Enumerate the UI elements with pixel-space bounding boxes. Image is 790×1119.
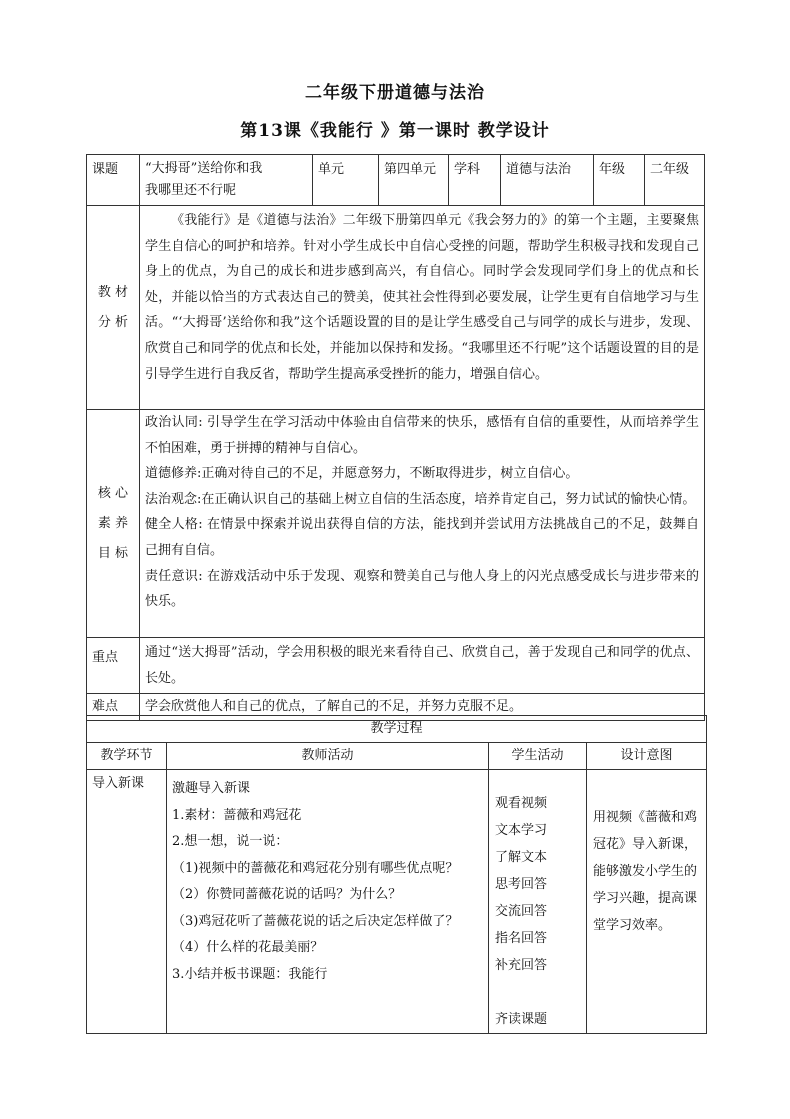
analysis-row (87, 206, 705, 410)
teacher-item: 激趣导入新课 (172, 781, 251, 796)
process-header-row (87, 716, 707, 743)
document-title: 二年级下册道德与法治 (305, 83, 485, 103)
student-item: 思考回答 (495, 877, 548, 892)
analysis-text-cell (140, 206, 705, 410)
student-item: 交流回答 (495, 904, 548, 919)
teacher-activity (167, 770, 489, 1034)
core-label-2: 素 养 (97, 515, 129, 531)
teacher-item: 3.小结并板书课题：我能行 (172, 966, 328, 982)
teacher-item: （3)鸡冠花听了蔷薇花说的话之后决定怎样做了？ (172, 913, 459, 929)
student-item: 观看视频 (495, 796, 548, 811)
core-item-political: 政治认同: 引导学生在学习活动中体验由自信带来的快乐，感悟有自信的重要性，从而培养学生不怕困难，勇于拼搏的精神与自信心。 (145, 415, 699, 456)
analysis-label-2: 分 析 (97, 314, 129, 330)
student-item: 补充回答 (495, 958, 548, 973)
unit-label: 单元 (313, 155, 379, 206)
col-teacher: 教师活动 (167, 743, 489, 770)
teacher-item: （4）什么样的花最美丽？ (172, 940, 324, 955)
stage-intro: 导入新课 (87, 770, 167, 1034)
student-item: 了解文本 (495, 850, 548, 865)
difficulty-text: 学会欣赏他人和自己的优点，了解自己的不足，并努力克服不足。 (145, 699, 523, 715)
topic-line-1: “大拇哥”送给你和我 (145, 161, 263, 176)
student-item: 指名回答 (495, 931, 548, 946)
info-row (87, 155, 705, 206)
process-table (86, 715, 707, 1034)
topic-value (140, 155, 313, 206)
col-stage: 教学环节 (87, 743, 167, 770)
grade-value: 二年级 (645, 155, 705, 206)
core-label-1: 核 心 (97, 485, 129, 501)
core-item-responsibility: 责任意识: 在游戏活动中乐于发现、观察和赞美自己与他人身上的闪光点感受成长与进步带来的快乐。 (145, 568, 699, 610)
core-label (87, 410, 140, 638)
grade-label: 年级 (594, 155, 645, 206)
analysis-label (87, 206, 140, 410)
col-intent: 设计意图 (587, 743, 707, 770)
teacher-item: 2.想一想，说一说： (172, 834, 289, 849)
analysis-label-1: 教 材 (97, 284, 129, 300)
keypoint-text: 通过“送大拇哥”活动，学会用积极的眼光来看待自己、欣赏自己，善于发现自己和同学的优点、长处。 (145, 645, 699, 686)
keypoint-row (87, 638, 705, 694)
topic-line-2: 我哪里还不行呢 (145, 183, 237, 198)
process-row-intro (87, 770, 707, 1034)
core-item-personality: 健全人格: 在情景中探索并说出获得自信的方法，能找到并尝试用方法挑战自己的不足，鼓舞自己拥有自信。 (145, 517, 699, 558)
keypoint-text-cell (140, 638, 705, 694)
unit-value: 第四单元 (379, 155, 449, 206)
lesson-title: 第13课《我能行 》第一课时 教学设计 (240, 121, 550, 141)
subject-value: 道德与法治 (501, 155, 594, 206)
process-header: 教学过程 (87, 716, 707, 743)
col-student: 学生活动 (489, 743, 587, 770)
core-item-law: 法治观念:在正确认识自己的基础上树立自信的生活态度，培养肯定自己，努力试试的愉快心情。 (145, 491, 696, 507)
design-intent: 用视频《蔷薇和鸡冠花》导入新课，能够激发小学生的学习兴趣，提高课堂学习效率。 (587, 770, 707, 1034)
lesson-info-table (86, 154, 705, 721)
difficulty-label: 难点 (87, 694, 140, 721)
core-text-cell (140, 410, 705, 638)
student-item (495, 979, 581, 1006)
teacher-item: （2）你赞同蔷薇花说的话吗？为什么？ (172, 887, 402, 902)
student-activity (489, 770, 587, 1034)
core-item-moral: 道德修养:正确对待自己的不足，并愿意努力，不断取得进步，树立自信心。 (145, 466, 579, 482)
keypoint-label: 重点 (87, 638, 140, 694)
teacher-item: 1.素材：蔷薇和鸡冠花 (172, 807, 302, 823)
teacher-item: （1)视频中的蔷薇花和鸡冠花分别有哪些优点呢？ (172, 860, 459, 876)
student-item: 齐读课题 (495, 1012, 548, 1027)
student-item: 文本学习 (495, 823, 548, 838)
core-label-3: 目 标 (97, 545, 129, 561)
analysis-text: 《我能行》是《道德与法治》二年级下册第四单元《我会努力的》的第一个主题，主要聚焦学生自信心的呵护和培养。针对小学生成长中自信心受挫的问题，帮助学生积极寻找和发现自己身上的优点，为自己的成长和进步感到高兴，有自信心。同时学会发现同学们身上的优点和长处，并能以恰当的方式表达自己的赞美，使其社会性得到必要发展，让学生更有自信地学习与生活。“‘大拇哥’送给你和我”这个话题设置的目的是让学生感受自己与同学的成长与进步，发现、欣赏自己和同学的优点和长处，并能加以保持和发扬。“我哪里还不行呢”这个话题设置的目的是引导学生进行自我反省，帮助学生提高承受挫折的能力，增强自信心。 (145, 213, 699, 382)
subject-label: 学科 (449, 155, 501, 206)
process-columns-row (87, 743, 707, 770)
core-row (87, 410, 705, 638)
topic-label: 课题 (87, 155, 140, 206)
